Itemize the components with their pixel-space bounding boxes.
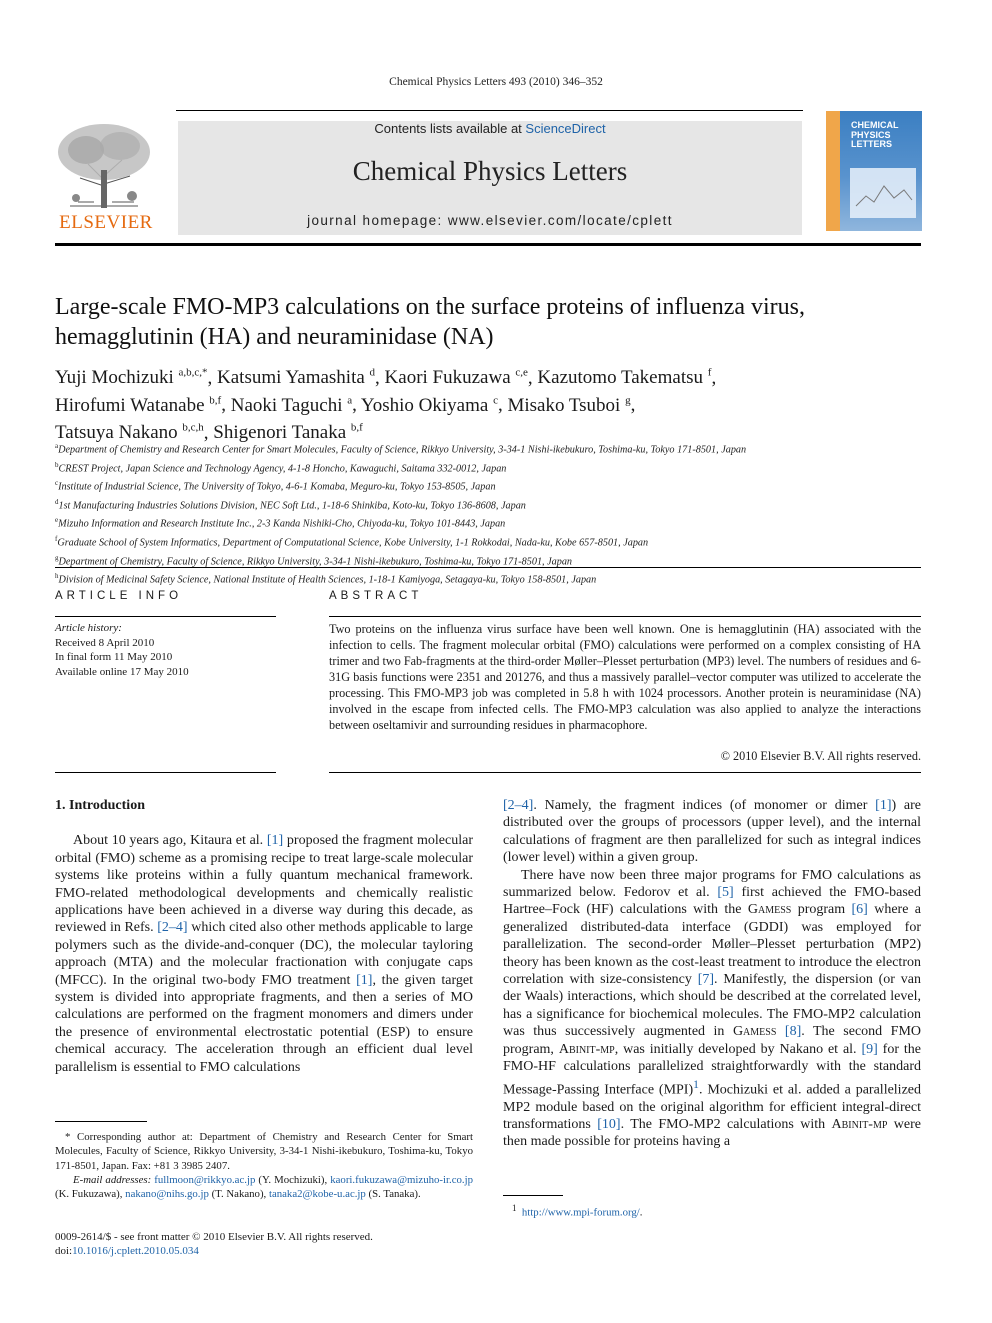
citation-link[interactable]: [10] <box>597 1116 621 1132</box>
affiliations <box>55 439 935 588</box>
affiliation-item: $^d$1st Manufacturing Industries Solutions Division, NEC Soft Ltd., 1-18-6 Shinkiba, Koto-ku, Tokyo 136-8608, Japan <box>55 497 526 512</box>
author[interactable]: Tatsuya Nakano $^{b,c,h}$ <box>55 421 204 443</box>
journal-cover-thumbnail <box>826 111 922 231</box>
citation-link[interactable]: [5] <box>717 885 734 901</box>
affiliation-item: $^b$CREST Project, Japan Science and Technology Agency, 4-1-8 Honcho, Kawaguchi, Saitama 332-0012, Japan <box>55 460 507 474</box>
cover-title-line: PHYSICS <box>851 129 891 140</box>
cover-title-line: LETTERS <box>851 139 893 149</box>
journal-reference: Chemical Physics Letters 493 (2010) 346–352 <box>389 76 603 88</box>
cover-title-line: CHEMICAL <box>851 120 899 130</box>
contents-available-line <box>178 121 802 136</box>
article-info-rule-bottom <box>55 772 276 773</box>
online-date: Available online 17 May 2010 <box>55 665 189 678</box>
intro-paragraph-1: About 10 years ago, Kitaura et al. [1] proposed the fragment molecular orbital (FMO) scheme as a promising recipe to treat large-scale molecular systems like proteins within a fully quantum mechanical framework. FMO-related methodological developments and chemically realistic applications have been achieved in a diverse way during this decade, as reviewed in Refs. [2–4] which cited also other methods applicable to large polymers such as the divide-and-conquer (DC), the molecular tayloring approach (MTA) and the molecular fractionation with conjugate caps (MFCC). In the original two-body FMO treatment [1], the given target system is divided into appropriate fragments, and then a series of MO calculations are performed on the fragment monomers and dimers under the presence of environmental electrostatic potential (ESP) to ensure chemical accuracy. The acceleration through an efficient dual level parallelism is essential to FMO calculations <box>55 833 473 1075</box>
mpi-forum-link[interactable]: http://www.mpi-forum.org/ <box>521 1206 640 1219</box>
abstract-copyright: © 2010 Elsevier B.V. All rights reserved. <box>720 749 921 763</box>
title-line: hemagglutinin (HA) and neuraminidase (NA) <box>55 324 494 350</box>
footnote-number: 1 <box>512 1203 517 1213</box>
citation-link[interactable]: [6] <box>851 902 868 918</box>
header-thick-rule <box>55 243 921 246</box>
elsevier-wordmark: ELSEVIER <box>59 212 153 233</box>
footnote-marker[interactable]: 1 <box>693 1077 699 1091</box>
history-label: Article history: <box>55 622 122 634</box>
issn-line: 0009-2614/$ - see front matter © 2010 Elsevier B.V. All rights reserved. <box>55 1231 373 1243</box>
author-line: Hirofumi Watanabe $^{b,f}$, Naoki Taguchi $^a$, Yoshio Okiyama $^c$, Misako Tsuboi $^g$, <box>55 394 636 416</box>
email-link[interactable]: tanaka2@kobe-u.ac.jp <box>268 1188 366 1201</box>
abstract-rule-bottom <box>329 772 921 773</box>
abstract-heading: ABSTRACT <box>329 590 423 602</box>
journal-name: Chemical Physics Letters <box>352 156 628 186</box>
sciencedirect-link[interactable]: ScienceDirect <box>525 121 606 136</box>
author[interactable]: Yoshio Okiyama $^c$ <box>360 394 498 416</box>
program-name: Abinit-mp <box>558 1041 615 1057</box>
citation-link[interactable]: [1] <box>875 798 892 813</box>
email-link[interactable]: nakano@nihs.go.jp <box>125 1188 209 1201</box>
author[interactable]: Yuji Mochizuki $^{a,b,c,*}$ <box>55 367 208 389</box>
header-top-rule <box>176 110 803 111</box>
author-list <box>55 362 935 444</box>
program-name: Gamess <box>732 1024 777 1040</box>
citation-link[interactable]: [7] <box>697 972 715 988</box>
corresponding-author-text: * Corresponding author at: Department of Chemistry and Research Center for Smart Molecules, Faculty of Science, Rikkyo University, 3-34-1 Nishi-ikebukuro, Toshima-ku, Tokyo 171-8501, Japan. Fax: +81 3 3985 2407. <box>55 1131 473 1172</box>
author[interactable]: Katsumi Yamashita $^d$ <box>217 367 376 389</box>
email-label: E-mail addresses: <box>73 1173 152 1186</box>
article-info-rule-top <box>55 616 276 617</box>
doi-line: doi:10.1016/j.cplett.2010.05.034 <box>55 1245 199 1257</box>
journal-homepage[interactable]: journal homepage: www.elsevier.com/locate/cplett <box>307 213 673 228</box>
author-line: Yuji Mochizuki $^{a,b,c,*}$, Katsumi Yamashita $^d$, Kaori Fukuzawa $^{c,e}$, Kazutomo Takematsu $^f$, <box>55 367 717 389</box>
author[interactable]: Kaori Fukuzawa $^{c,e}$ <box>384 367 528 389</box>
affiliation-item: $^g$Department of Chemistry, Faculty of Science, Rikkyo University, 3-34-1 Nishi-ikebukuro, Toshima-ku, Tokyo 171-8501, Japan <box>55 553 573 567</box>
author[interactable]: Hirofumi Watanabe $^{b,f}$ <box>55 394 222 416</box>
intro-paragraph-2: There have now been three major programs for FMO calculations as summarized below. Fedorov et al. [5] first achieved the FMO-based Hartree–Fock (HF) calculations with the Gamess program [6] where a generalized distributed-data interface (GDDI) was employed for parallelization. The second-order Møller–Plesset perturbation (MP2) theory has been known as the cost-least treatment to introduce the electron correlation with size-consistency [7]. Manifestly, the dispersion (or van der Waals) interactions, which should be described at the correlated level, has a significance for biochemical molecules. The FMO-MP2 calculation was thus successively augmented in Gamess [8]. The second FMO program, Abinit-mp, was initially developed by Nakano et al. [9] for the FMO-HF calculations parallelized straightforwardly with the standard Message-Passing Interface (MPI)$^1$. Mochizuki et al. added a parallelized MP2 module based on the original algorithm for efficient integral-direct transformations [10]. The FMO-MP2 calculations with Abinit-mp were then made possible for proteins having a <box>503 867 922 1150</box>
affiliation-item: $^e$Mizuho Information and Research Institute Inc., 2-3 Kanda Nishiki-Cho, Chiyoda-ku, Tokyo 101-8443, Japan <box>55 516 506 530</box>
corresponding-author-footnote <box>55 1130 473 1201</box>
abstract-text: Two proteins on the influenza virus surface have been well known. One is hemagglutinin (HA) associated with the infection to cells. The fragment molecular orbital (FMO) calculations were performed on a complex consisting of HA trimer and two Fab-fragments at the third-order Møller–Plesset perturbation (MP3) level. The numbers of residues and 6-31G basis functions were 2351 and 201276, and thus a massively parallel–vector computer was utilized to accelerate the processing. This FMO-MP3 job was completed in 5.8 h with 1024 processors. Another protein is neuraminidase (NA) involved in the escape from infected cells. The FMO-MP3 calculation was also applied to analyze the interactions between oseltamivir and surrounding residues in pharmacophore. <box>329 622 921 732</box>
citation-link[interactable]: [1] <box>356 972 373 988</box>
citation-link[interactable]: [2–4] <box>157 920 188 936</box>
citation-link[interactable]: [1] <box>266 833 284 849</box>
section-heading-introduction: 1. Introduction <box>55 798 145 813</box>
affiliation-item: $^c$Institute of Industrial Science, The University of Tokyo, 4-6-1 Komaba, Meguro-ku, Tokyo 153-8505, Japan <box>55 479 496 493</box>
mpi-footnote: $^1$ http://www.mpi-forum.org/. <box>512 1203 643 1219</box>
contents-prefix: Contents lists available at <box>374 121 526 136</box>
program-name: Gamess <box>747 902 792 918</box>
final-form-date: In final form 11 May 2010 <box>55 651 173 663</box>
email-link[interactable]: fullmoon@rikkyo.ac.jp <box>154 1173 256 1186</box>
email-link[interactable]: kaori.fukuzawa@mizuho-ir.co.jp <box>330 1173 473 1186</box>
article-info-heading: ARTICLE INFO <box>55 590 183 602</box>
author[interactable]: Shigenori Tanaka $^{b,f}$ <box>213 421 363 443</box>
article-history <box>55 621 285 679</box>
received-date: Received 8 April 2010 <box>55 636 155 649</box>
affiliation-item: $^f$Graduate School of System Informatics, Department of Computational Science, Kobe University, 1-1 Rokkodai, Nada-ku, Kobe 657-8501, Japan <box>55 534 649 549</box>
footnote-separator-left <box>55 1121 147 1122</box>
abstract-rule-top <box>329 616 921 617</box>
author[interactable]: Misako Tsuboi $^g$ <box>507 394 631 416</box>
bottom-publication-info <box>55 1230 475 1258</box>
author-line: Tatsuya Nakano $^{b,c,h}$, Shigenori Tanaka $^{b,f}$ <box>55 421 363 443</box>
citation-link[interactable]: [9] <box>861 1041 878 1057</box>
right-column <box>503 797 921 1151</box>
affiliation-item: $^a$Department of Chemistry and Research Center for Smart Molecules, Faculty of Science, Rikkyo University, 3-34-1 Nishi-ikebukuro, Toshima-ku, Tokyo 171-8501, Japan <box>55 442 747 456</box>
citation-link[interactable]: [2–4] <box>503 798 534 813</box>
email-addresses: E-mail addresses: fullmoon@rikkyo.ac.jp (Y. Mochizuki), kaori.fukuzawa@mizuho-ir.co.jp (K. Fukuzawa), nakano@nihs.go.jp (T. Nakano), tanaka2@kobe-u.ac.jp (S. Tanaka). <box>55 1173 473 1201</box>
footnote-separator-right <box>503 1195 563 1196</box>
citation-link[interactable]: [8] <box>784 1024 802 1040</box>
author[interactable]: Kazutomo Takematsu $^f$ <box>537 367 712 389</box>
left-column <box>55 797 473 1076</box>
title-line: Large-scale FMO-MP3 calculations on the surface proteins of influenza virus, <box>55 294 805 320</box>
author[interactable]: Naoki Taguchi $^a$ <box>230 394 353 416</box>
doi-link[interactable]: 10.1016/j.cplett.2010.05.034 <box>72 1245 199 1257</box>
program-name: Abinit-mp <box>831 1116 888 1132</box>
article-title <box>55 292 935 352</box>
intro-paragraph-1-continued: [2–4]. Namely, the fragment indices (of monomer or dimer [1]) are distributed over the groups of processors (upper level), and the internal calculations of fragment are then parallelized for such as integral indices (lower level) within a given group. <box>503 798 921 866</box>
affiliation-item: $^h$Division of Medicinal Safety Science, National Institute of Health Sciences, 1-18-1 Kamiyoga, Setagaya-ku, Tokyo 158-8501, Japan <box>55 572 597 586</box>
affiliations-divider <box>55 567 921 568</box>
